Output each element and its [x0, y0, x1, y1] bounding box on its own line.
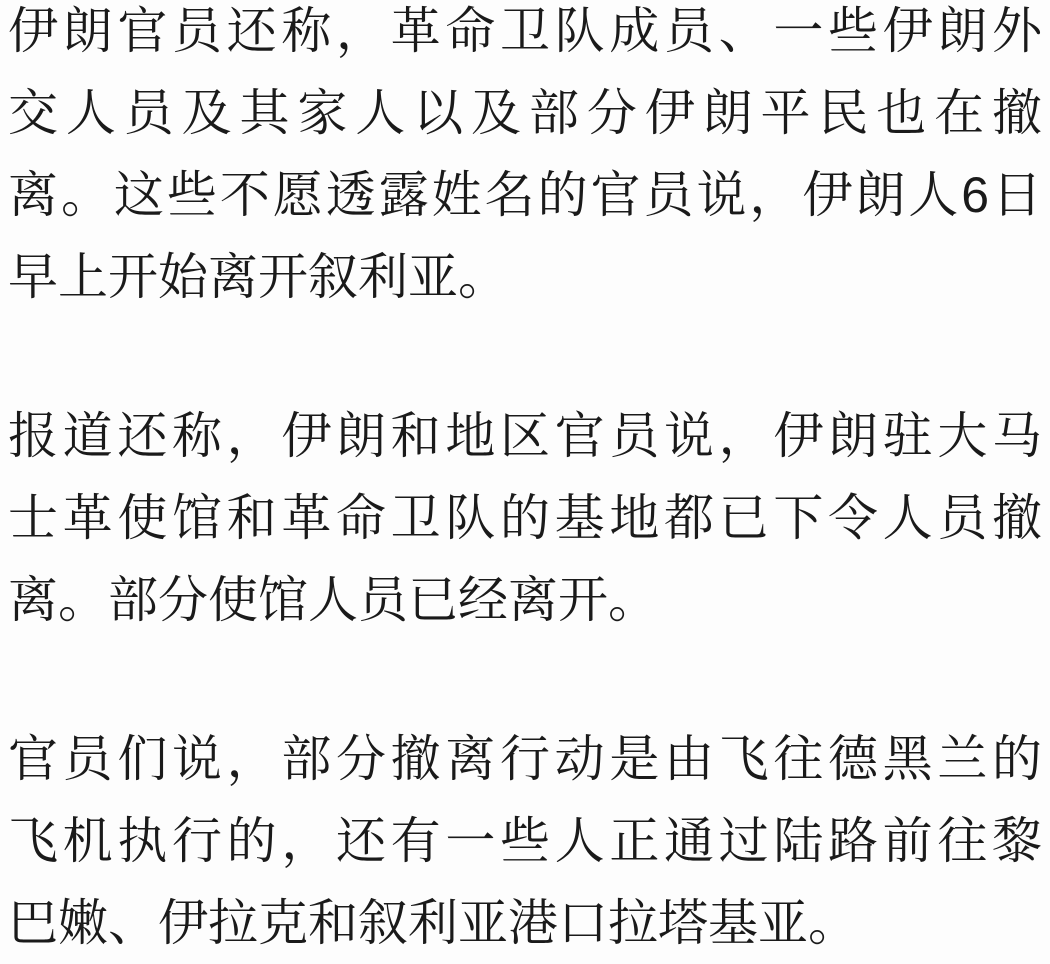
paragraph	[8, 0, 1042, 318]
text-line: 早上开始离开叙利亚。	[8, 249, 508, 305]
paragraph	[8, 718, 1042, 964]
text-line: 飞机执行的，还有一些人正通过陆路前往黎	[8, 813, 1042, 869]
text-line: 交人员及其家人以及部分伊朗平民也在撤	[8, 85, 1042, 141]
text-line: 报道还称，伊朗和地区官员说，伊朗驻大马	[8, 408, 1042, 464]
text-line: 伊朗官员还称，革命卫队成员、一些伊朗外	[8, 3, 1042, 59]
paragraph	[8, 395, 1042, 641]
text-line: 官员们说，部分撤离行动是由飞往德黑兰的	[8, 731, 1042, 787]
text-line: 巴嫩、伊拉克和叙利亚港口拉塔基亚。	[8, 895, 858, 951]
text-line: 离。部分使馆人员已经离开。	[8, 572, 658, 628]
text-line: 离。这些不愿透露姓名的官员说，伊朗人6日	[8, 167, 1042, 223]
text-line: 士革使馆和革命卫队的基地都已下令人员撤	[8, 490, 1042, 546]
